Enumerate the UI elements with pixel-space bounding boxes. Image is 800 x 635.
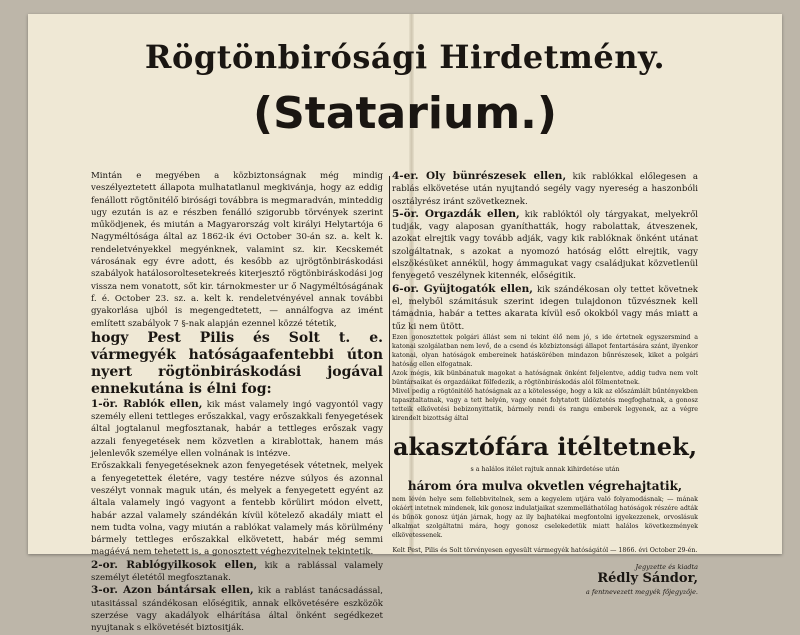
column-divider	[389, 176, 390, 524]
clause-4-text: kik rablókkal előlegesen a rablás elkövetése után nyujtandó segély vagy nyereség a haszonbóli osztályrész iránt szövetkeznek.	[392, 172, 698, 207]
note-2: Azok mégis, kik bünbánatuk magokat a hatóságnak önként feljelentve, addig tudva nem volt büntársaikat és orgazdáikat fölfedezik, a rögtönbiráskodás alól fölmentetnek.	[392, 369, 698, 386]
clause-1	[91, 398, 383, 460]
date-line: Kelt Pest, Pilis és Solt törvényesen egyesült vármegyék hatóságától — 1866. évi October 29-én.	[392, 547, 698, 555]
clause-3-heading: 3-or. Azon bántársak ellen,	[91, 584, 254, 597]
clause-1b: Erőszakkali fenyegetéseknek azon fenyegetések vétetnek, melyek a fenyegetettek életére, vagy testére nézve súlyos és azonnal veszélyt vonnak maguk után, és melyek a fenyegetett egyént az általa valamely ingó vagyont a fentebb körülirt módon elvett, habár azzal valamely szándékán kívül kötelező akadály miatt el nem tudta volna, vagy miután a rablókat valamely más körülmény bármely tettleges erőszakkal elkövetett, habár még semmi magáévá nem tehetett is, a gonosztett véghezvitelnek tekintetik.	[91, 461, 383, 558]
signature-role: a fentnevezett megyék főjegyzője.	[585, 587, 698, 596]
clause-5	[392, 208, 698, 283]
left-column	[91, 170, 383, 635]
clause-2	[91, 559, 383, 585]
clause-4-heading: 4-er. Oly bünrészesek ellen,	[392, 170, 567, 182]
intro-paragraph: Mintán e megyében a közbiztonságnak még mindig veszélyeztetett állapota mulhatatlanul megkivánja, hogy az eddig fenállott rögtönitélő birósági továbbra is megmaradván, minteddig ugy ezután is az e részben fenálló szigorubb törvények szerint működjenek, és miután a Magyarország volt királyi Helytartója 6 Nagyméltósága által az 1862-ik évi October 30-án sz. a. kelt k. rendeletvényekkel megyénknek, valamint sz. kir. Kecskemét városának egy évre adott, és kesőbb az ujrögtönbiráskodási szabályok hatálosoroltesetekreés kiterjesztő rögtönbiráskodási jog vissza nem vonatott, sőt kir. tárnokmester ur ő Nagyméltóságának f. é. October 23. sz. a. kelt k. rendeletvényével annak további gyakorlása ujból is megengedtetett, — annálfogva az imént említett szabályok 7 §-nak alapján ezennel közzé tétetik,	[91, 171, 383, 329]
right-column	[392, 170, 698, 598]
clause-4	[392, 170, 698, 208]
note-1: Ezen gonosztettek polgári állást sem ni tekint élő nem jó, s ide értetnek egyszersmind a katonai szolgálatban nem levő, de a csend és közbiztonsági állapot fentartására szánt, ilyenkor katonai, olyan hatóságok embereinek hatáskörében mindazon bűnrészesek, kiket a polgári hatóság ellen elfogatnak.	[392, 333, 698, 368]
clause-3	[91, 584, 383, 634]
clause-3-text: kik a rablást tanácsadással, utasitással szándékosan előségitik, annak elkövetésére eszközök szerzése vagy akadályok elhárítása által önként segédkezet nyujtanak s elkövetését biztositják.	[91, 586, 383, 634]
clause-2-heading: 2-or. Rablógyilkosok ellen,	[91, 558, 258, 571]
signature-label: Jegyzette és kiadta	[635, 563, 698, 572]
clause-2-text: kik a rablással valamely személyt életétől megfosztanak.	[91, 560, 384, 584]
intro-emphasis: hogy Pest Pilis és Solt t. e. vármegyék hatóságaafentebbi úton nyert rögtönbiráskodási jogával ennekutána is élni fog:	[91, 329, 383, 397]
signature-name: Rédly Sándor,	[597, 571, 698, 587]
clause-1-heading: 1-ör. Rablók ellen,	[91, 397, 203, 410]
clause-6	[392, 283, 698, 333]
clause-1-text: kik mást valamely ingó vagyontól vagy személy elleni tettleges erőszakkal, vagy erőszakkali fenyegetések által jogtalanul megfosztanak, habár a tettleges erőszak vagy azzali fenyegetések nem közvetlen a kirablottak, hanem más jelenlevők személye ellen volnának is intézve.	[91, 399, 384, 460]
clause-6-heading: 6-or. Gyüjtogatók ellen,	[392, 282, 533, 295]
clause-5-heading: 5-ör. Orgazdák ellen,	[392, 207, 520, 220]
poster-title: Rögtönbirósági Hirdetmény.	[144, 38, 666, 76]
note-4: nem lévén helye sem fellebbvitelnek, sem a kegyelem utjára való folyamodásnak; — mának okáért intetnek mindenek, kik gonosz indulatjaikat szemmelláthatólag hatóságok részére adták és bűnök gonosz útján járnak, hogy az ily bajhatékai megfontolni igyekezzenek, orvoslásuk alkalmat szolgáltatni mára, hogy gonosz cselekedetük miatt halálos következmények elkövetessenek.	[392, 496, 698, 540]
verdict-line-3: három óra mulva okvetlen végrehajtatik,	[407, 478, 683, 493]
note-3: Mivel pedig a rögtönitélő hatóságnak az a kötelessége, hogy a kik az előszámlált bűntényekben tapasztaltatnak, vagy a tett helyén, vagy onnét folytatott üldöztetés megfoghatnak, a gonosz tetteik elkövetési bebizonyittatik, bármely rendi és rangu emberek legyenek, az a végre kirendelt bizottság által	[392, 387, 698, 422]
signature-block	[392, 561, 698, 598]
verdict-line-2: s a halálos itélet rajtuk annak kihirdetése után	[470, 465, 620, 473]
poster-subtitle: (Statarium.)	[252, 88, 558, 139]
clause-5-text: kik rablóktól oly tárgyakat, melyekről tudják, vagy alaposan gyaníthatták, hogy rabolattak, átveszenek, azokat elrejtik vagy tovább adják, vagy kik rablóknak önként utánat szolgáltatnak, s azokat a nyomozó hatóság előtt elrejtik, vagy elszökésüket annékül, hogy ámmagukat vagy családjukat közvetlenül fenyegető veszélynek kitennék, előségitik.	[392, 209, 698, 282]
clause-6-text: kik szándékosan oly tettet követnek el, melyből számitásuk szerint idegen tulajdonon tűzvésznek kell támadnia, habár a tettes akarata kívül eső okokból vagy más miatt a tűz ki nem ütött.	[392, 284, 698, 332]
verdict-heading: akasztófára itéltetnek,	[392, 431, 698, 461]
